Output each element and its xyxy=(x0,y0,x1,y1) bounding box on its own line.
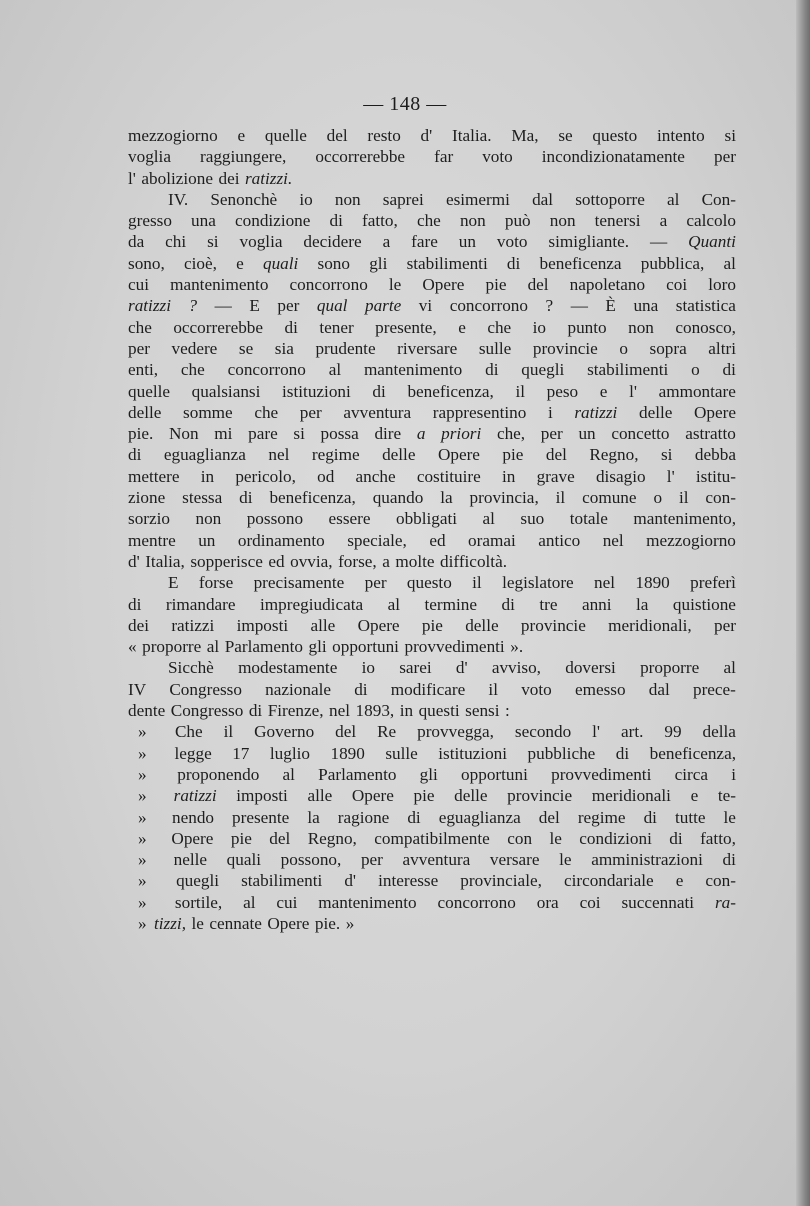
text-line: » Che il Governo del Re provvegga, secondo l' art. 99 della xyxy=(138,722,736,742)
text-line: IV. Senonchè io non saprei esimermi dal sottoporre al Con- xyxy=(168,189,736,209)
text-line: » nelle quali possono, per avventura versare le amministrazioni di xyxy=(138,850,736,870)
text-line: sono, cioè, e quali sono gli stabilimenti di beneficenza pubblica, al xyxy=(128,253,736,273)
text-line: E forse precisamente per questo il legislatore nel 1890 preferì xyxy=(168,573,736,593)
text-line: d' Italia, sopperisce ed ovvia, forse, a molte difficoltà. xyxy=(128,551,508,571)
text-line: dente Congresso di Firenze, nel 1893, in questi sensi : xyxy=(128,701,510,721)
text-line: » legge 17 luglio 1890 sulle istituzioni pubbliche di beneficenza, xyxy=(138,743,736,763)
text-line: di rimandare impregiudicata al termine di tre anni la quistione xyxy=(128,594,736,614)
text-line: Sicchè modestamente io sarei d' avviso, doversi proporre al xyxy=(168,658,736,678)
text-line: cui mantenimento concorrono le Opere pie del napoletano coi loro xyxy=(128,275,736,295)
text-line: » ratizzi imposti alle Opere pie delle provincie meridionali e te- xyxy=(138,786,736,806)
text-line: l' abolizione dei ratizzi. xyxy=(128,168,293,188)
quote-mark: » xyxy=(138,913,147,933)
quote-mark: » xyxy=(138,850,147,870)
quote-mark: » xyxy=(138,786,147,806)
text-line: ratizzi ? — E per qual parte vi concorrono ? — È una statistica xyxy=(128,296,736,316)
text-line: pie. Non mi pare si possa dire a priori che, per un concetto astratto xyxy=(128,424,736,444)
page-number: — 148 — xyxy=(363,93,447,115)
text-line: dei ratizzi imposti alle Opere pie delle provincie meridionali, per xyxy=(128,615,736,635)
text-line: voglia raggiungere, occorrerebbe far voto incondizionatamente per xyxy=(128,147,736,167)
text-line: » sortile, al cui mantenimento concorrono ora coi succennati ra- xyxy=(138,892,736,912)
text-line: » nendo presente la ragione di eguaglianza del regime di tutte le xyxy=(138,807,736,827)
text-line: per vedere se sia prudente riversare sulle provincie o sopra altri xyxy=(128,338,736,358)
text-line: quelle qualsiansi istituzioni di beneficenza, il peso e l' ammontare xyxy=(128,381,736,401)
text-line: enti, che concorrono al mantenimento di quegli stabilimenti o di xyxy=(128,360,736,380)
text-line: gresso una condizione di fatto, che non può non tenersi a calcolo xyxy=(128,211,736,231)
body-text xyxy=(128,125,736,934)
text-line: delle somme che per avventura rappresentino i ratizzi delle Opere xyxy=(128,402,736,422)
text-line: mettere in pericolo, od anche costituire in grave disagio l' istitu- xyxy=(128,466,736,486)
quote-mark: » xyxy=(138,871,147,891)
text-line: di eguaglianza nel regime delle Opere pie del Regno, si debba xyxy=(128,445,736,465)
text-line: » Opere pie del Regno, compatibilmente con le condizioni di fatto, xyxy=(138,828,736,848)
quote-mark: » xyxy=(138,828,147,848)
text-line: » proponendo al Parlamento gli opportuni provvedimenti circa i xyxy=(138,764,736,784)
quote-mark: » xyxy=(138,764,147,784)
quote-mark: » xyxy=(138,722,147,742)
text-line: » tizzi, le cennate Opere pie. » xyxy=(138,913,355,933)
book-spine-shadow xyxy=(796,0,810,1206)
text-line: da chi si voglia decidere a fare un voto simigliante. — Quanti xyxy=(128,232,736,252)
text-line: mentre un ordinamento speciale, ed oramai antico nel mezzogiorno xyxy=(128,530,736,550)
text-line: » quegli stabilimenti d' interesse provinciale, circondariale e con- xyxy=(138,871,736,891)
text-line: che occorrerebbe di tener presente, e che io punto non conosco, xyxy=(128,317,736,337)
text-line: mezzogiorno e quelle del resto d' Italia. Ma, se questo intento si xyxy=(128,126,736,145)
text-line: IV Congresso nazionale di modificare il voto emesso dal prece- xyxy=(128,679,736,699)
quote-mark: » xyxy=(138,892,147,912)
quote-mark: » xyxy=(138,743,147,763)
text-line: « proporre al Parlamento gli opportuni provvedimenti ». xyxy=(128,637,524,657)
text-line: zione stessa di beneficenza, quando la provincia, il comune o il con- xyxy=(128,488,736,508)
quote-mark: » xyxy=(138,807,147,827)
text-line: sorzio non possono essere obbligati al suo totale mantenimento, xyxy=(128,509,736,529)
